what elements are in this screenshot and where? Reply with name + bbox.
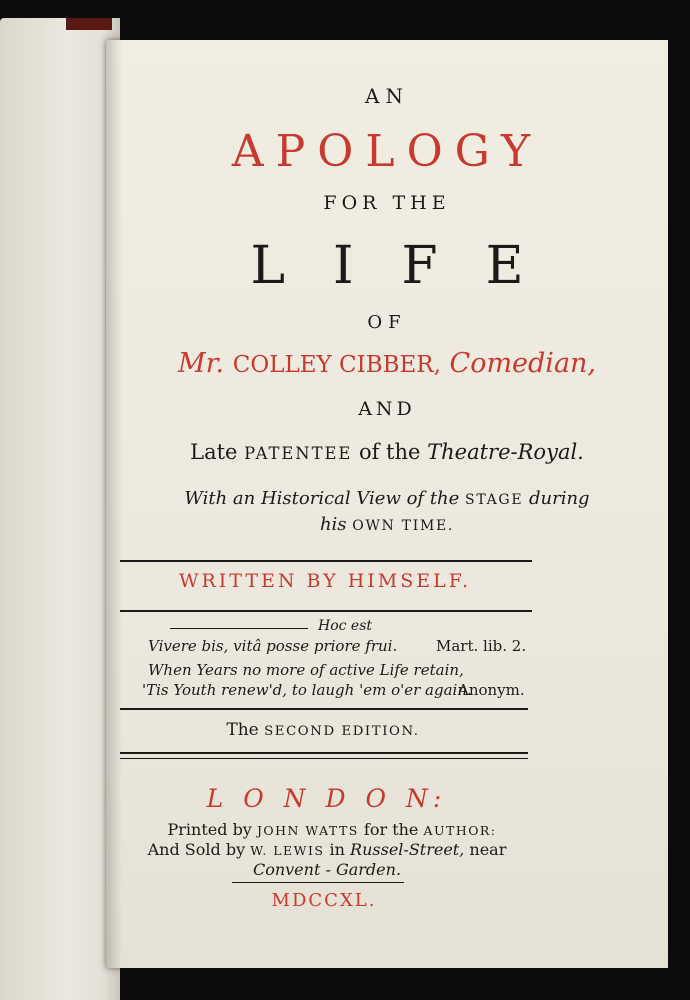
imprint-john-watts: JOHN WATTS: [256, 823, 359, 838]
author-name: [106, 348, 668, 379]
historical-his: his: [319, 514, 347, 535]
epigraph-source-1: Mart. lib. 2.: [436, 637, 527, 655]
imprint-london: L O N D O N:: [206, 784, 448, 813]
epigraph-line-1: Vivere bis, vitâ posse priore frui.: [148, 637, 398, 655]
patentee-word: PATENTEE: [244, 444, 353, 463]
rule-2: [120, 610, 532, 612]
author-suffix: Comedian,: [449, 348, 597, 379]
rule-5: [120, 758, 528, 759]
historical-line-1: [106, 488, 668, 509]
rule-3: [120, 708, 528, 710]
historical-own-time: OWN TIME.: [352, 518, 455, 534]
author-prefix: Mr.: [177, 348, 225, 379]
historical-line-2: [106, 514, 668, 535]
title-apology: APOLOGY: [231, 126, 543, 177]
page-gutter-shadow: [106, 40, 122, 968]
edition-line: [106, 720, 668, 740]
edition-the: The: [226, 720, 259, 740]
patentee-line: [106, 440, 668, 464]
written-by-himself: WRITTEN BY HIMSELF.: [178, 570, 472, 592]
historical-1c: during: [528, 488, 590, 509]
title-page: [106, 40, 668, 968]
epigraph-hoc-est: Hoc est: [318, 618, 373, 634]
title-life: LIFE: [250, 236, 572, 296]
binding-edge: [66, 18, 112, 30]
rule-1: [120, 560, 532, 562]
historical-stage: STAGE: [465, 492, 524, 508]
imprint-sold-by: And Sold by: [147, 840, 246, 859]
historical-1a: With an Historical View of the: [184, 488, 460, 509]
imprint-line-3: Convent - Garden.: [252, 860, 402, 879]
title-and: AND: [358, 398, 416, 420]
imprint-in: in: [329, 840, 345, 859]
imprint-line-1: [106, 820, 668, 839]
title-an: AN: [365, 84, 409, 108]
patentee-late: Late: [190, 440, 238, 464]
imprint-near: near: [469, 840, 507, 859]
rule-4: [120, 752, 528, 754]
edition-second: SECOND EDITION.: [264, 724, 420, 739]
imprint-russel-street: Russel-Street,: [350, 840, 465, 859]
rule-6: [232, 882, 404, 883]
epigraph-line-3: 'Tis Youth renew'd, to laugh 'em o'er again.: [142, 681, 472, 699]
epigraph-dash: [170, 628, 308, 629]
author-main: COLLEY CIBBER,: [232, 352, 441, 378]
epigraph-source-3: Anonym.: [458, 681, 525, 699]
epigraph-line-2: When Years no more of active Life retain,: [148, 661, 464, 679]
imprint-line-2: [106, 840, 668, 859]
patentee-of-the: of the: [358, 440, 421, 464]
title-of: OF: [367, 312, 407, 333]
left-page: [0, 18, 120, 1000]
imprint-for-the: for the: [363, 820, 419, 839]
imprint-author: AUTHOR:: [423, 823, 497, 838]
patentee-theatre: Theatre-Royal.: [427, 440, 584, 464]
title-for-the: FOR THE: [323, 192, 451, 214]
imprint-printed-by: Printed by: [167, 820, 252, 839]
imprint-w-lewis: W. LEWIS: [250, 843, 325, 858]
publication-date: MDCCXL.: [271, 890, 377, 911]
